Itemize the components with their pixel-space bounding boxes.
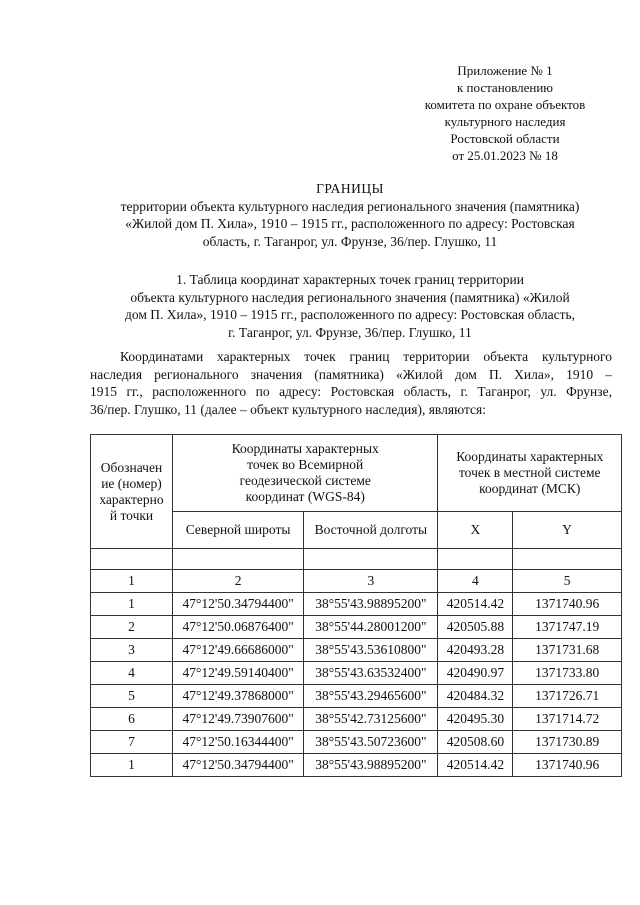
subheader-latitude: Северной широты	[173, 512, 304, 549]
column-number-cell: 3	[304, 570, 438, 593]
header-wgs84: Координаты характерных точек во Всемирной геодезической системе координат (WGS-84)	[173, 435, 438, 512]
header-point-number: Обозначен ие (номер) характерно й точки	[91, 435, 173, 549]
paragraph-line: 36/пер. Глушко, 11 (далее – объект культурного наследия), являются:	[90, 401, 487, 417]
column-number-cell: 4	[438, 570, 513, 593]
table-header-row	[91, 435, 622, 512]
subheader-y: Y	[513, 512, 622, 549]
longitude-cell: 38°55'43.98895200"	[304, 754, 438, 777]
table-row	[91, 639, 622, 662]
y-cell: 1371714.72	[513, 708, 622, 731]
section-line: г. Таганрог, ул. Фрунзе, 36/пер. Глушко, 11	[228, 324, 472, 340]
latitude-cell: 47°12'50.16344400"	[173, 731, 304, 754]
point-number-cell: 4	[91, 662, 173, 685]
longitude-cell: 38°55'42.73125600"	[304, 708, 438, 731]
longitude-cell: 38°55'44.28001200"	[304, 616, 438, 639]
appendix-line: Приложение № 1	[457, 63, 553, 78]
y-cell: 1371731.68	[513, 639, 622, 662]
table-row	[91, 616, 622, 639]
x-cell: 420514.42	[438, 593, 513, 616]
appendix-line: от 25.01.2023 № 18	[452, 148, 558, 163]
x-cell: 420508.60	[438, 731, 513, 754]
header-msk: Координаты характерных точек в местной системе координат (МСК)	[438, 435, 622, 512]
column-number-cell: 2	[173, 570, 304, 593]
section-line: 1. Таблица координат характерных точек границ территории	[176, 272, 524, 287]
table-row	[91, 685, 622, 708]
appendix-line: к постановлению	[456, 80, 554, 95]
appendix-line: культурного наследия	[444, 114, 566, 129]
x-cell: 420505.88	[438, 616, 513, 639]
latitude-cell: 47°12'50.06876400"	[173, 616, 304, 639]
title-line: область, г. Таганрог, ул. Фрунзе, 36/пер. Глушко, 11	[202, 233, 498, 249]
appendix-header	[380, 62, 630, 164]
longitude-cell: 38°55'43.53610800"	[304, 639, 438, 662]
title-line: территории объекта культурного наследия регионального значения (памятника)	[120, 198, 580, 214]
point-number-cell: 3	[91, 639, 173, 662]
latitude-cell: 47°12'49.73907600"	[173, 708, 304, 731]
table-row	[91, 662, 622, 685]
point-number-cell: 1	[91, 593, 173, 616]
y-cell: 1371740.96	[513, 754, 622, 777]
y-cell: 1371747.19	[513, 616, 622, 639]
title-heading: ГРАНИЦЫ	[316, 181, 384, 196]
point-number-cell: 6	[91, 708, 173, 731]
table-spacer-row	[91, 549, 622, 570]
paragraph-line: Координатами характерных точек границ территории объекта культурного	[120, 349, 612, 364]
point-number-cell: 2	[91, 616, 173, 639]
table-row	[91, 754, 622, 777]
coordinates-table	[90, 434, 622, 777]
paragraph-line: наследия регионального значения (памятника) «Жилой дом П. Хила», 1910 –	[90, 366, 612, 382]
subheader-longitude: Восточной долготы	[304, 512, 438, 549]
latitude-cell: 47°12'49.66686000"	[173, 639, 304, 662]
section-line: объекта культурного наследия регионального значения (памятника) «Жилой	[130, 289, 570, 305]
point-number-cell: 5	[91, 685, 173, 708]
appendix-line: комитета по охране объектов	[424, 97, 586, 112]
section-title	[80, 271, 620, 341]
latitude-cell: 47°12'50.34794400"	[173, 593, 304, 616]
y-cell: 1371726.71	[513, 685, 622, 708]
longitude-cell: 38°55'43.63532400"	[304, 662, 438, 685]
y-cell: 1371730.89	[513, 731, 622, 754]
point-number-cell: 1	[91, 754, 173, 777]
table-body	[91, 570, 622, 777]
latitude-cell: 47°12'50.34794400"	[173, 754, 304, 777]
table-row	[91, 708, 622, 731]
x-cell: 420514.42	[438, 754, 513, 777]
column-number-cell: 1	[91, 570, 173, 593]
latitude-cell: 47°12'49.59140400"	[173, 662, 304, 685]
title-line: «Жилой дом П. Хила», 1910 – 1915 гг., расположенного по адресу: Ростовская	[125, 216, 575, 231]
table-column-numbers-row	[91, 570, 622, 593]
latitude-cell: 47°12'49.37868000"	[173, 685, 304, 708]
table-row	[91, 731, 622, 754]
table-row	[91, 593, 622, 616]
point-number-cell: 7	[91, 731, 173, 754]
section-line: дом П. Хила», 1910 – 1915 гг., расположенного по адресу: Ростовская область,	[124, 307, 576, 322]
y-cell: 1371733.80	[513, 662, 622, 685]
column-number-cell: 5	[513, 570, 622, 593]
longitude-cell: 38°55'43.50723600"	[304, 731, 438, 754]
x-cell: 420495.30	[438, 708, 513, 731]
y-cell: 1371740.96	[513, 593, 622, 616]
x-cell: 420484.32	[438, 685, 513, 708]
subheader-x: X	[438, 512, 513, 549]
x-cell: 420490.97	[438, 662, 513, 685]
x-cell: 420493.28	[438, 639, 513, 662]
paragraph-line: 1915 гг., расположенного по адресу: Ростовская область, г. Таганрог, ул. Фрунзе,	[90, 384, 612, 399]
document-title	[80, 180, 620, 250]
appendix-line: Ростовской области	[450, 131, 560, 146]
longitude-cell: 38°55'43.29465600"	[304, 685, 438, 708]
longitude-cell: 38°55'43.98895200"	[304, 593, 438, 616]
intro-paragraph	[90, 348, 612, 418]
